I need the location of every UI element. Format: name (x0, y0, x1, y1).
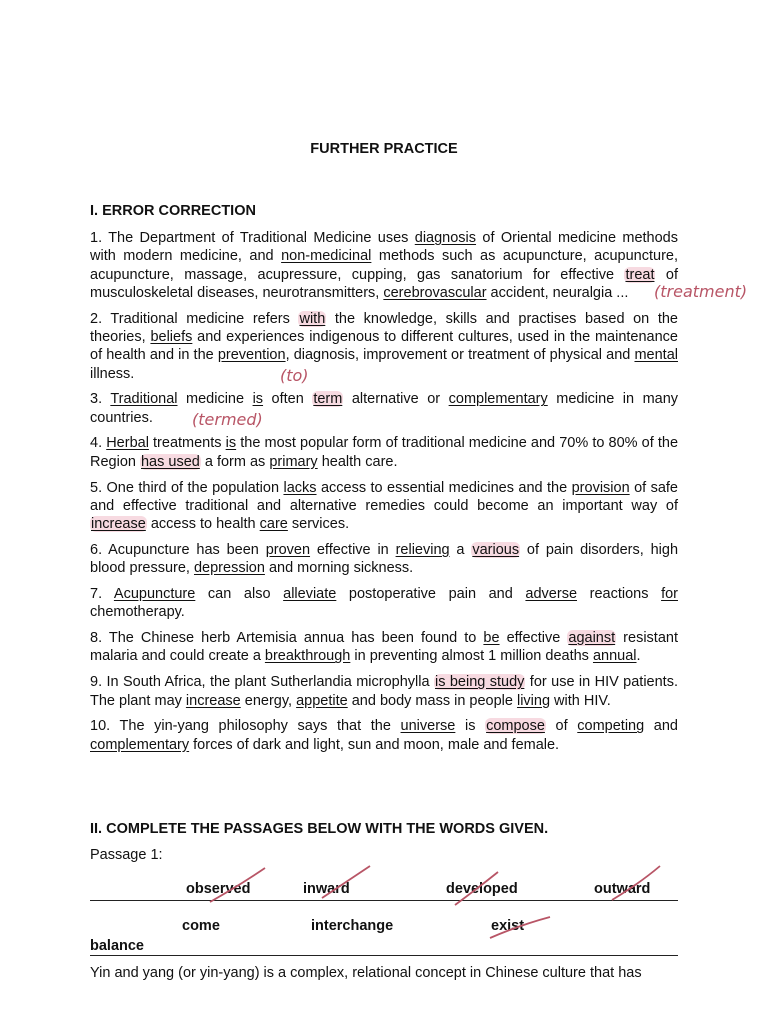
passage-body: Yin and yang (or yin-yang) is a complex, relational concept in Chinese culture that has (90, 965, 642, 981)
exercise-item-8: 8. The Chinese herb Artemisia annua has been found to be effective against resistant malaria and could create a breakthrough in preventing almost 1 million deaths annual. (90, 630, 678, 665)
word-come: come (182, 918, 220, 934)
exercise-item-1: 1. The Department of Traditional Medicine uses diagnosis of Oriental medicine methods with modern medicine, and non-medicinal methods such as acupuncture, acupuncture, acupuncture, massage, acupressure, cupping, gas sanatorium for effective treat of musculoskeletal diseases, neurotransmitters, cerebrovascular accident, neuralgia ... (90, 230, 678, 301)
word-inward: inward (303, 881, 350, 897)
handwritten-note-termed: (termed) (192, 410, 263, 429)
handwritten-note-treatment: (treatment) (654, 282, 748, 301)
section1-heading: I. ERROR CORRECTION (90, 203, 256, 219)
exercise-item-6: 6. Acupuncture has been proven effective in relieving a various of pain disorders, high blood pressure, depression and morning sickness. (90, 541, 679, 577)
crossout-developed (455, 872, 498, 905)
word-developed: developed (446, 881, 518, 897)
exercise-item-9: 9. In South Africa, the plant Sutherlandia microphylla is being study for use in HIV patients. The plant may increase energy, appetite and body mass in people living with HIV. (90, 674, 678, 709)
exercise-item-7: 7. Acupuncture can also alleviate postoperative pain and adverse reactions for chemotherapy. (90, 586, 678, 621)
exercise-item-3: 3. Traditional medicine is often term alternative or complementary medicine in many countries. (90, 391, 679, 426)
page-title: FURTHER PRACTICE (310, 141, 458, 157)
exercise-item-5: 5. One third of the population lacks access to essential medicines and the provision of safe and effective traditional and alternative remedies could become an important way of increase access to health care services. (90, 479, 678, 533)
crossout-exist (490, 917, 550, 938)
word-interchange: interchange (311, 918, 394, 934)
crossout-observed (210, 868, 265, 902)
word-outward: outward (594, 881, 651, 897)
word-balance: balance (90, 938, 144, 954)
crossout-outward (612, 866, 660, 900)
crossout-inward (322, 866, 370, 898)
exercise-item-4: 4. Herbal treatments is the most popular form of traditional medicine and 70% to 80% of the Region has used a form as primary health care. (90, 435, 679, 470)
exercise-item-2: 2. Traditional medicine refers with the knowledge, skills and practises based on the theories, beliefs and experiences indigenous to different cultures, used in the maintenance of health and in the prevention, diagnosis, improvement or treatment of physical and mental illness. (90, 310, 678, 382)
word-observed: observed (186, 881, 251, 897)
word-exist: exist (491, 918, 525, 934)
section2-heading: II. COMPLETE THE PASSAGES BELOW WITH THE WORDS GIVEN. (90, 821, 549, 837)
exercise-item-10: 10. The yin-yang philosophy says that the universe is compose of competing and complementary forces of dark and light, sun and moon, male and female. (90, 718, 678, 753)
passage-label: Passage 1: (90, 847, 163, 863)
handwritten-note-to: (to) (280, 366, 309, 385)
